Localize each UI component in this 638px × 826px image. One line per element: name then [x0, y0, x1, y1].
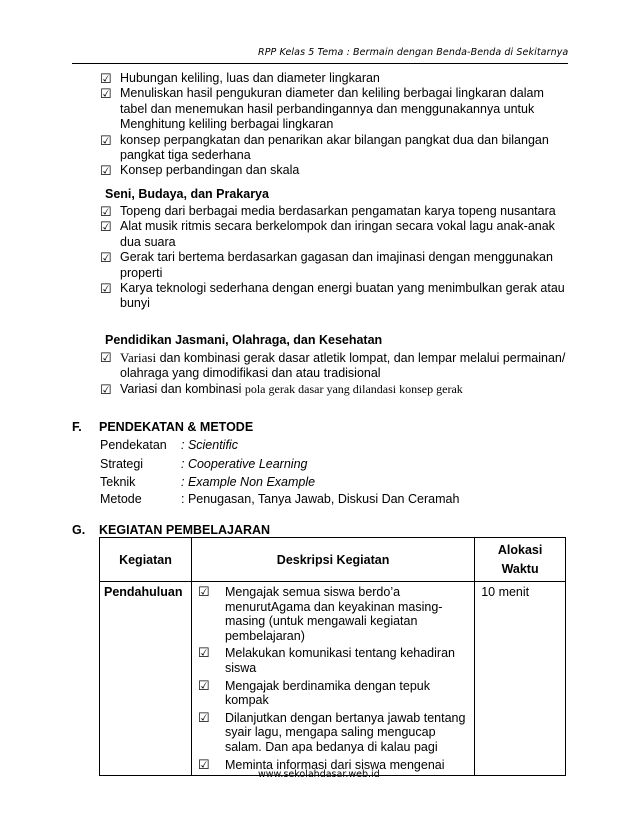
checkbox-icon: ☑	[100, 132, 112, 148]
checkbox-icon: ☑	[100, 204, 112, 219]
list-item: ☑ Menuliskan hasil pengukuran diameter dan keliling berbagai lingkaran dalam tabel dan menemukan hasil perbandingannya dan menggunakannya untuk Menghitung keliling berbagai lingkaran	[100, 86, 544, 132]
section-f-heading: F. PENDEKATAN & METODE	[72, 420, 254, 434]
list-item: ☑ Alat musik ritmis secara berkelompok dan iringan secara vokal lagu anak-anak dua suara	[100, 219, 555, 249]
list-item: ☑ Mengajak berdinamika dengan tepuk kompak	[192, 679, 474, 708]
checkbox-icon: ☑	[100, 250, 112, 266]
list-item: ☑ Hubungan keliling, luas dan diameter lingkaran	[100, 71, 380, 86]
pjok-section	[100, 332, 570, 397]
checkbox-icon: ☑	[197, 709, 210, 725]
sbdp-section	[100, 186, 570, 312]
checkbox-icon: ☑	[100, 350, 112, 365]
page-footer: www.sekolahdasar.web.id	[258, 769, 380, 780]
page-header: RPP Kelas 5 Tema : Bermain dengan Benda-Benda di Sekitarnya	[258, 47, 569, 58]
checkbox-icon: ☑	[100, 219, 112, 235]
checkbox-icon: ☑	[197, 584, 210, 599]
checkbox-icon: ☑	[100, 381, 112, 397]
list-item: ☑ Variasi dan kombinasi pola gerak dasar yang dilandasi konsep gerak	[100, 381, 463, 397]
list-item: ☑ Variasi dan kombinasi gerak dasar atletik lompat, dan lempar melalui permainan/ olahraga yang dimodifikasi dan atau tradisional	[100, 350, 566, 381]
table-header-row	[100, 538, 566, 582]
cell-kegiatan: Pendahuluan	[100, 582, 192, 776]
kv-row: Teknik : Example Non Example	[100, 475, 316, 489]
header-rule	[72, 63, 568, 64]
checkbox-icon: ☑	[197, 756, 210, 772]
checkbox-icon: ☑	[100, 281, 112, 297]
header-kegiatan: Kegiatan	[100, 538, 192, 582]
checkbox-icon: ☑	[100, 86, 112, 102]
checkbox-icon: ☑	[100, 71, 112, 86]
sbdp-title: Seni, Budaya, dan Prakarya	[105, 187, 269, 201]
list-item: ☑ Mengajak semua siswa berdo’a menurutAgama dan keyakinan masing-masing (untuk mengawali kegiatan pembelajaran)	[192, 585, 474, 643]
cell-alokasi: 10 menit	[475, 582, 566, 776]
checkbox-icon: ☑	[197, 645, 210, 661]
section-f-title: PENDEKATAN & METODE	[99, 420, 254, 434]
list-item: ☑ konsep perpangkatan dan penarikan akar bilangan pangkat dua dan bilangan pangkat tiga sederhana	[100, 132, 549, 163]
checkbox-icon: ☑	[197, 677, 210, 693]
section-g-title: KEGIATAN PEMBELAJARAN	[99, 523, 271, 537]
kv-row: Strategi : Cooperative Learning	[100, 457, 308, 471]
kv-row: Metode : Penugasan, Tanya Jawab, Diskusi Dan Ceramah	[100, 492, 460, 506]
list-item: ☑ Karya teknologi sederhana dengan energi buatan yang menimbulkan gerak atau bunyi	[100, 281, 565, 311]
list-item: ☑ Gerak tari bertema berdasarkan gagasan dan imajinasi dengan menggunakan properti	[100, 250, 553, 280]
material-list	[100, 71, 570, 179]
list-item: ☑ Topeng dari berbagai media berdasarkan pengamatan karya topeng nusantara	[100, 204, 556, 219]
pjok-title: Pendidikan Jasmani, Olahraga, dan Kesehatan	[105, 333, 383, 347]
activities-table	[99, 537, 566, 776]
section-g-heading: G. KEGIATAN PEMBELAJARAN	[72, 523, 271, 537]
kv-row: Pendekatan : Scientific	[100, 438, 238, 452]
checkbox-icon: ☑	[100, 163, 112, 179]
list-item: ☑ Melakukan komunikasi tentang kehadiran siswa	[192, 646, 474, 675]
list-item: ☑ Dilanjutkan dengan bertanya jawab tentang syair lagu, mengapa saling mengucap salam. Dan apa bedanya di kalau pagi	[192, 711, 474, 755]
table-row	[100, 582, 566, 776]
list-item: ☑ Konsep perbandingan dan skala	[100, 163, 300, 179]
list-item: ☑ Meminta informasi dari siswa mengenai	[192, 758, 474, 773]
cell-deskripsi	[191, 582, 474, 776]
header-deskripsi: Deskripsi Kegiatan	[191, 538, 474, 582]
header-alokasi: Alokasi Waktu	[475, 538, 566, 582]
